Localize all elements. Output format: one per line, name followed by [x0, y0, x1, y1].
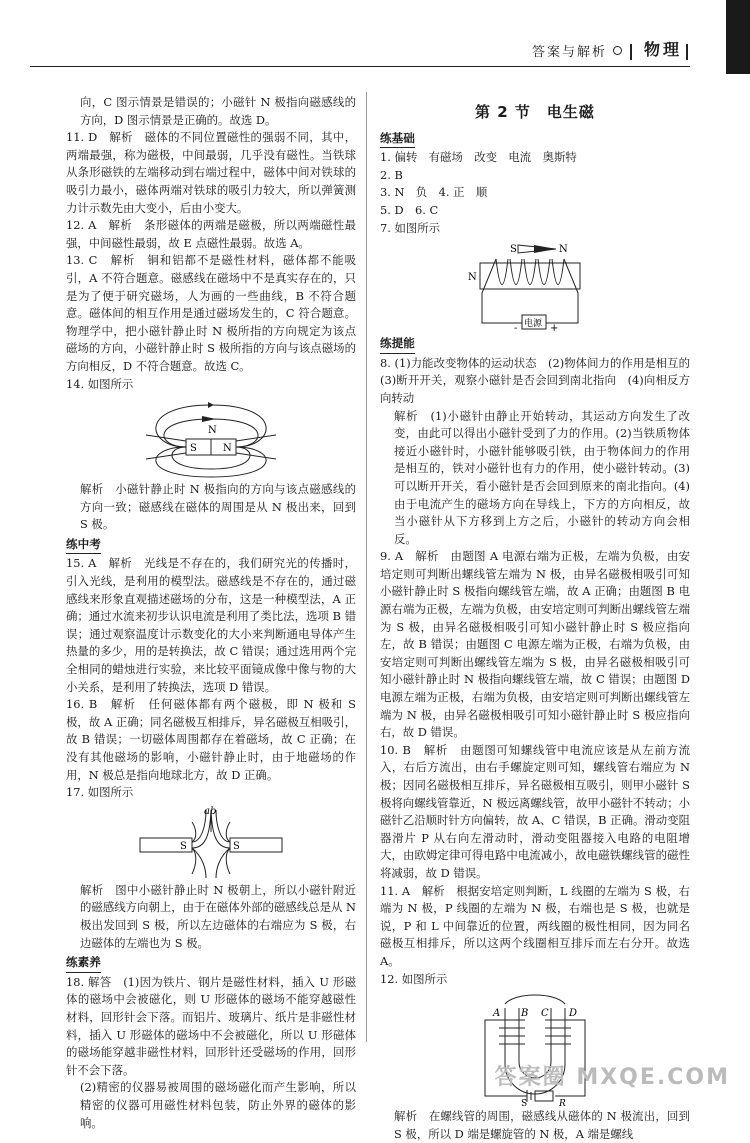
section-heading: 练提能 [380, 335, 415, 354]
figure-17-magnets [136, 804, 286, 880]
f12-d-label: D [569, 1008, 578, 1020]
f12-a-label: A [493, 1008, 501, 1020]
column-divider [366, 92, 367, 1042]
answer-paragraph: 15. A 解析 光线是不存在的，我们研究光的传播时，引入光线，是利用的模型法。磁感线是不存在的，通过磁感线来形象直观描述磁场的分布，这是一种模型法，A 正确；通过水流来初步认识电流是利用了类比法，选项 B 错误；通过观察温度计示数变化的大小来判断通电导体产生热量的多少，用的是转换法，故 C 错误；通过选用两个完全相同的蜡烛进行实验，来比较平面镜成像中像与物的大小关系，是利用了转换法，选项 D 错误。 [66, 556, 356, 694]
f7-n-label: N [559, 244, 568, 256]
answer-paragraph: 2. B [380, 167, 403, 182]
answer-paragraph: 解析 图中小磁针静止时 N 极朝上，所以小磁针附近的磁感线方向朝上，由于在磁体外部的磁感线总是从 N 极出发回到 S 极，所以左边磁体的右端应为 S 极，右边磁体的左端也为 S 极。 [80, 882, 356, 950]
f12-b-label: B [521, 1008, 529, 1020]
header-rule [30, 66, 690, 67]
f17-s1-label: S [180, 840, 187, 852]
f12-r-label: R [559, 1099, 566, 1107]
answer-paragraph: 13. C 解析 铜和铝都不是磁性材料，磁体都不能吸引，A 不符合题意。磁感线在磁场中不是真实存在的，只是为了便于研究磁场，人为画的一些曲线，B 不符合题意。磁体间的相互作用是通过磁场发生的，C 符合题意。物理学中，把小磁针静止时 N 极所指的方向规定为该点磁场的方向，小磁针静止时 S 极所指的方向与该点磁场的方向相反，D 不符合题意。故选 C。 [66, 253, 356, 373]
f7-coil-n-label: N [468, 272, 477, 284]
f12-s-label: S [521, 1099, 528, 1107]
answer-paragraph: 16. B 解析 任何磁体都有两个磁极，即 N 极和 S 极，故 A 正确；同名磁极互相排斥，异名磁极互相吸引，故 B 错误；一切磁体周围都存在着磁场，故 C 正确；在没有其他磁场的影响，小磁针静止时，由于地磁场的作用，N 极总是指向地球北方，故 D 正确。 [66, 697, 356, 782]
answer-paragraph: 7. 如图所示 [380, 220, 441, 235]
answer-paragraph: 解析 (1)小磁针由静止开始转动，其运动方向发生了改变，由此可以得出小磁针受到了力的作用。(2)当铁质物体接近小磁针时，小磁针能够吸引铁，由于物体间力的作用是相互的，铁对小磁针也有力的作用，使小磁针转动。(3)可以断开开关，看小磁针是否会回到原来的南北指向。(4)由于电流产生的磁场方向在导线上，下方的方向相反，故当小磁针从下方移到上方之后，小磁针的转动方向会相反。 [394, 408, 690, 546]
section-heading: 练中考 [66, 536, 101, 555]
answer-paragraph: 解析 小磁针静止时 N 极指向的方向与该点磁感线的方向一致；磁感线在磁体的周围是从 N 极出来，回到 S 极。 [80, 482, 356, 532]
circle-icon [613, 46, 622, 55]
page-footer [0, 1059, 750, 1093]
f12-c-label: C [541, 1008, 549, 1020]
answer-paragraph: 3. N 负 4. 正 顺 [380, 185, 488, 200]
page-header [0, 0, 750, 74]
figure-14-magnet-field [126, 395, 296, 479]
f17-ab-label: ab [204, 805, 217, 817]
figure-fig14 [66, 395, 356, 479]
header-section: 答案与解析 [532, 44, 626, 62]
f17-s2-label: S [233, 840, 240, 852]
answer-paragraph: 11. D 解析 磁体的不同位置磁性的强弱不同，其中，两端最强，称为磁极，中间最弱，几乎没有磁性。当铁球从条形磁铁的左端移动到右端过程中，磁体中间对铁球的吸引力最小，磁体两端对铁球的吸引力较大，所以弹簧测力计示数先由大变小，后由小变大。 [66, 130, 356, 215]
f7-minus-label: - [514, 323, 518, 332]
chapter-title: 第 2 节 电生磁 [475, 103, 595, 121]
f14-needle-label: N [208, 425, 217, 437]
answer-paragraph: 向，C 图示情景是错误的；小磁针 N 极指向磁感线的方向，D 图示情景是正确的。故选 D。 [80, 95, 356, 127]
section-heading-row [380, 333, 690, 355]
figure-fig17 [66, 804, 356, 880]
section-heading-row [66, 534, 356, 556]
answer-paragraph: 11. A 解析 根据安培定则判断，L 线圈的左端为 S 极，右端为 N 极，P 线圈的左端为 N 极，右端也是 S 极，也就是说，P 和 L 中间靠近的位置，两线圈的极性相同，因为同名磁极互相排斥，所以这两个线圈相互排斥而左右分开。故选 A。 [380, 883, 690, 968]
answer-paragraph: 12. 如图所示 [380, 971, 448, 986]
answer-paragraph: 14. 如图所示 [66, 376, 134, 391]
answer-paragraph: 8. (1)力能改变物体的运动状态 (2)物体间力的作用是相互的 (3)断开开关，观察小磁针是否会回到南北指向 (4)向相反方向转动 [380, 355, 702, 405]
answer-paragraph: 解析 在螺线管的周围，磁感线从磁体的 N 极流出，回到 S 极，所以 D 端是螺旋管的 N 极，A 端是螺线 [394, 1109, 690, 1141]
section-heading-row [380, 128, 690, 150]
answer-paragraph: 10. B 解析 由题图可知螺线管中电流应该是从左前方流入，右后方流出，由右手螺旋定则可知，螺线管右端应为 N 极；因同名磁极相互排斥，异名磁极相互吸引，则甲小磁针 S 极将向螺线管靠近，N 极远离螺线管，故甲小磁针不转动；小磁针乙沿顺时针方向偏转，故 A、C 错误，B 正确。滑动变阻器滑片 P 从右向左滑动时，滑动变阻器接入电路的电阻增大，由欧姆定律可得电路中电流减小，故电磁铁螺线管的磁性将减弱，故 D 错误。 [380, 742, 690, 880]
answer-paragraph: (2)精密的仪器易被周围的磁场磁化而产生影响，所以精密的仪器可用磁性材料包装，防止外界的磁体的影响。 [80, 1080, 356, 1130]
figure-fig7 [380, 239, 690, 331]
f14-s-label: S [190, 443, 197, 455]
answer-paragraph: 5. D 6. C [380, 202, 439, 217]
answer-paragraph: 17. 如图所示 [66, 785, 134, 800]
answer-paragraph: 1. 偏转 有磁场 改变 电流 奥斯特 [380, 150, 577, 165]
left-column [66, 94, 356, 1132]
header-subject: 物理 [643, 40, 682, 59]
answer-paragraph: 9. A 解析 由题图 A 电源右端为正极，左端为负极，由安培定则可判断出螺线管左端为 N 极，由异名磁极相吸引可知小磁针静止时 S 极指向螺线管左端，故 A 正确；由题图 B 电源右端为正极，左端为负极，由安培定则可判断出螺线管左端为 S 极，由异名磁极相吸引可知小磁针静止时 S 极应指向左，故 B 错误；由题图 C 电源左端为正极，右端为负极，由安培定则可判断出螺线管左端为 S 极，由异名磁极相吸引可知小磁针静止时 N 极指向螺线管左端，故 C 错误；由题图 D 电源左端为正极，右端为负极，由安培定则可判断出螺线管左端为 N 极，由异名磁极相吸引可知小磁针静止时 S 极应指向右，故 D 错误。 [380, 549, 690, 740]
f7-plus-label: + [550, 323, 559, 332]
answer-paragraph: 12. A 解析 条形磁体的两端是磁极，所以两端磁性最强，中间磁性最弱，故 E 点磁性最弱。故选 A。 [66, 218, 356, 250]
section-heading: 练素养 [66, 954, 101, 973]
answer-paragraph: 18. 解答 (1)因为铁片、钢片是磁性材料，插入 U 形磁体的磁场中会被磁化，则 U 形磁体的磁场不能穿越磁性材料，回形针会下落。而铝片、玻璃片、纸片是非磁性材料，插入 U 形磁体的磁场中不会被磁化，所以 U 形磁体的磁场能穿越非磁性材料，回形针还受磁场的作用，回形针不会下落。 [66, 974, 356, 1077]
section-heading: 练基础 [380, 130, 415, 149]
f14-n-label: N [223, 443, 232, 455]
section-heading-row [66, 952, 356, 974]
header-divider [630, 44, 632, 60]
page-thumb-tab [726, 0, 750, 74]
f7-s-label: S [510, 244, 517, 256]
right-column [380, 94, 702, 1143]
watermark: 答案圈 MXQE.COM [494, 1065, 730, 1091]
f7-source-label: 电源 [524, 319, 543, 330]
figure-7-solenoid [460, 239, 610, 331]
header-divider [686, 44, 688, 60]
